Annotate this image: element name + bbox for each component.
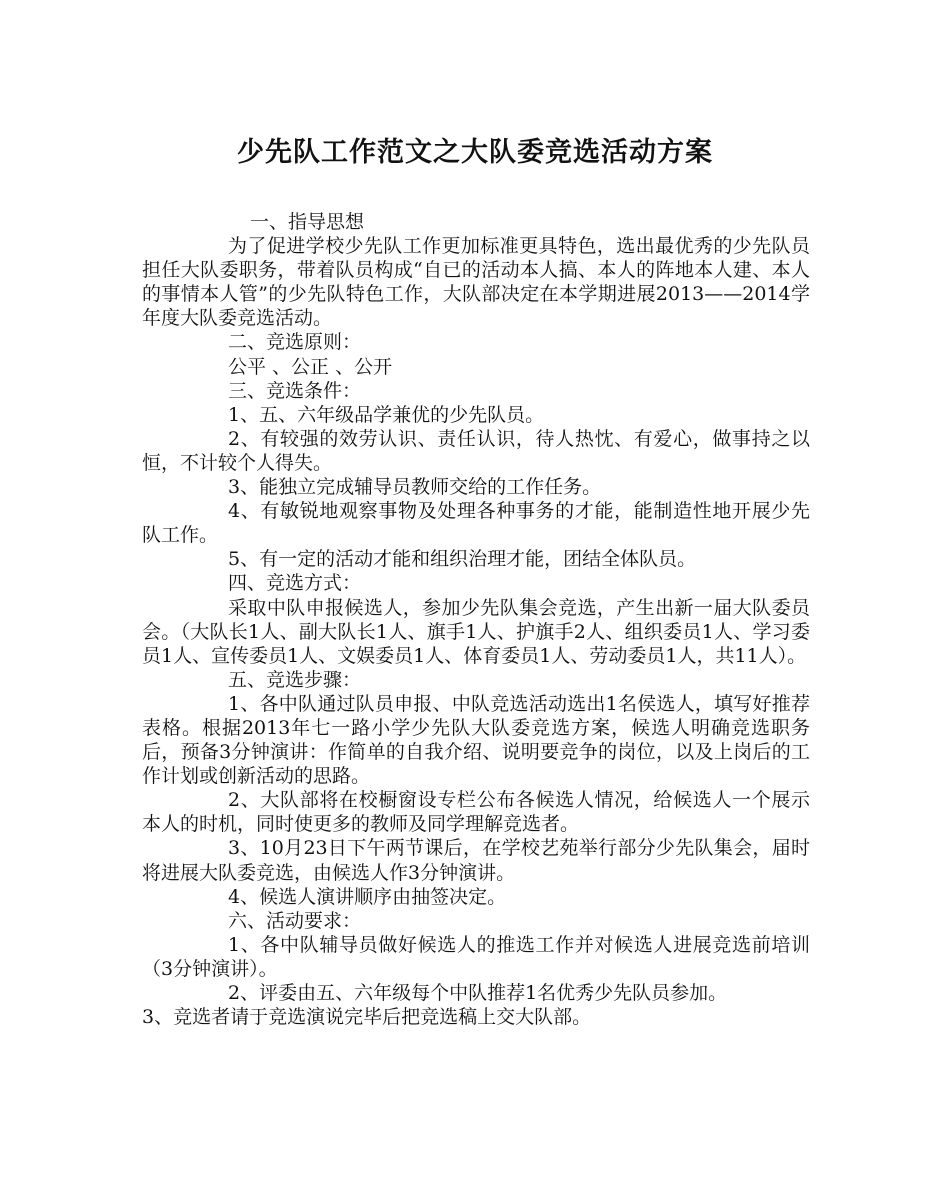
document-body — [142, 210, 810, 1029]
section-heading: 一、指导思想 — [250, 211, 365, 233]
paragraph: 采取中队申报候选人，参加少先队集会竞选，产生出新一届大队委员会。（大队长1人、副大队长1人、旗手1人、护旗手2人、组织委员1人、学习委员1人、宣传委员1人、文娱委员1人、体育委员1人、劳动委员1人，共11人）。 — [142, 596, 810, 667]
list-item: 1、五、六年级品学兼优的少先队员。 — [228, 403, 545, 426]
section-heading: 二、竞选原则： — [228, 331, 362, 354]
section-heading: 六、活动要求： — [228, 909, 362, 932]
paragraph: 公平 、公正 、公开 — [228, 355, 393, 378]
list-item: 5、有一定的活动才能和组织治理才能，团结全体队员。 — [228, 548, 697, 571]
section-heading: 三、竞选条件： — [228, 379, 362, 402]
document-title: 少先队工作范文之大队委竞选活动方案 — [237, 137, 713, 168]
list-item: 2、评委由五、六年级每个中队推荐1名优秀少先队员参加。 — [228, 982, 728, 1004]
list-item: 1、各中队通过队员申报、中队竞选活动选出1名侯选人，填写好推荐表格。根据2013年七一路小学少先队大队委竞选方案，候选人明确竞选职务后，预备3分钟演讲：作简单的自我介绍、说明要竞争的岗位，以及上岗后的工作计划或创新活动的思路。 — [142, 692, 810, 788]
paragraph: 为了促进学校少先队工作更加标准更具特色，选出最优秀的少先队员担任大队委职务，带着队员构成“自已的活动本人搞、本人的阵地本人建、本人的事情本人管”的少先队特色工作，大队部决定在本学期进展2013——2014学年度大队委竞选活动。 — [142, 235, 810, 330]
list-item: 4、有敏锐地观察事物及处理各种事务的才能，能制造性地开展少先队工作。 — [142, 500, 810, 547]
section-heading: 四、竞选方式： — [228, 572, 362, 595]
list-item: 4、候选人演讲顺序由抽签决定。 — [228, 885, 507, 908]
section-heading: 五、竞选步骤： — [228, 668, 362, 691]
list-item: 2、大队部将在校橱窗设专栏公布各候选人情况，给候选人一个展示本人的时机，同时使更多的教师及同学理解竞选者。 — [142, 789, 810, 836]
list-item: 3、竞选者请于竞选演说完毕后把竞选稿上交大队部。 — [142, 1006, 592, 1029]
list-item: 3、能独立完成辅导员教师交给的工作任务。 — [228, 476, 602, 499]
list-item: 2、有较强的效劳认识、责任认识，待人热忱、有爱心，做事持之以恒，不计较个人得失。 — [142, 427, 810, 474]
list-item: 1、各中队辅导员做好候选人的推选工作并对候选人进展竞选前培训（3分钟演讲）。 — [142, 933, 810, 980]
list-item: 3、10月23日下午两节课后，在学校艺苑举行部分少先队集会，届时将进展大队委竞选，由候选人作3分钟演讲。 — [142, 837, 810, 884]
